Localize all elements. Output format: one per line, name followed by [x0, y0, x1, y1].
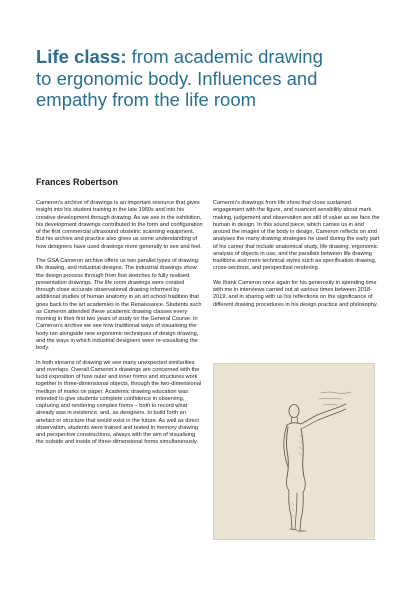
life-drawing-figure-icon: [213, 363, 375, 540]
article-title-lead: Life class:: [36, 46, 127, 67]
article-title-rest: from academic drawing to ergonomic body. Influences and empathy from the life room: [36, 46, 323, 110]
paragraph: Cameron's drawings from life show that close sustained engagement with the figure, and nuanced sensibility about mark making, judgement and observation are still of value as we face the human in design. In this sound piece, which carries us in and around the images of the body in design, Cameron reflects on and analyses the many drawing strategies he used during the early part of his career that include anatomical study, life drawing, ergonomic analysis of objects in use, and the parallels between life drawing traditions and more technical styles such as specification drawing, cross-sections, and perspectival rendering.: [213, 200, 380, 272]
paragraph: The GSA Cameron archive offers us two parallel types of drawing: life drawing, and industrial designs. The industrial drawings show the design process through from first sketches to fully realised presentation drawings. The life room drawings were created through close accurate observational drawing informed by additional studies of human anatomy in an art school tradition that goes back to the art academies in the Renaissance. Students such as Cameron attended these academic drawing classes every morning in their first two years of study on the General Course. In Cameron's archive we see how traditional ways of visualising the body ran alongside new ergonomic techniques of design drawing, and the ways in which industrial designers were re-visualising the body.: [36, 258, 202, 351]
article-author: Frances Robertson: [36, 177, 119, 187]
right-column: [213, 200, 381, 316]
left-column: [36, 200, 204, 454]
life-drawing-figure: [213, 363, 375, 540]
article-title: [36, 46, 336, 111]
paragraph: We thank Cameron once again for his generosity in spending time with me in interviews carried out at various times between 2018-2019, and in sharing with us his reflections on the significance of different drawing procedures in his design practice and philosophy.: [213, 279, 378, 308]
paragraph: In both streams of drawing we see many unexpected similarities and overlaps. Overall Cameron's drawings are concerned with the lucid exposition of how outer and inner forms and structures work together in three-dimensional objects, through the two-dimensional medium of marks on paper. Academic drawing education was intended to give students complete confidence in observing, capturing and rendering complex forms – both to record what already was in existence, and, as designers, to build forth an artefact or structure that would exist in the future. As well as direct observation, students were trained and tested in memory drawing and perspective constructions, always with the aim of visualising the outside and inside of three-dimensional forms simultaneously.: [36, 359, 202, 446]
paragraph: Cameron's archive of drawings is an important resource that gives insight into his student training in the late 1960s and into his creative development through drawing. As we see in the exhibition, his development drawings contributed to the form and configuration of the first commercial ultrasound obstetric scanning equipment. But his archive and practice also gives us some understanding of how designers have used drawings more generally to see and feel.: [36, 200, 203, 250]
